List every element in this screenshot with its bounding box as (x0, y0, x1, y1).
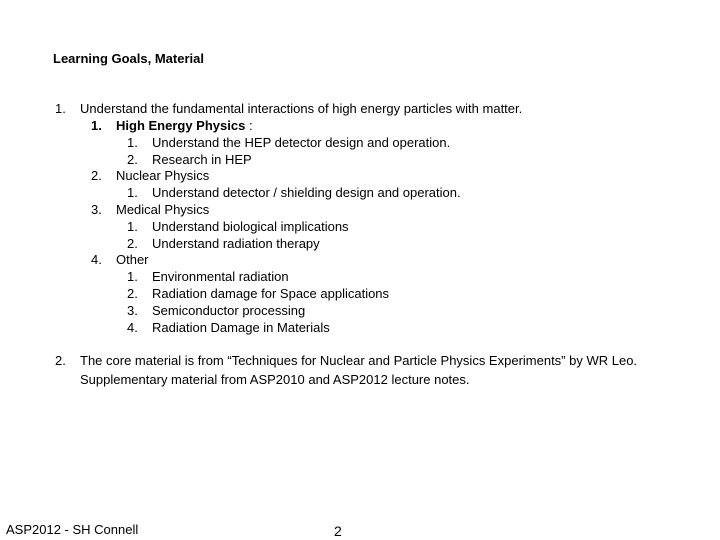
point-text: Understand radiation therapy (152, 236, 320, 251)
point-text: Radiation Damage in Materials (152, 320, 330, 335)
point-number: 1. (127, 135, 138, 150)
list-item-text: The core material is from “Techniques for Nuclear and Particle Physics Experiments” by WR Leo. (80, 353, 638, 368)
subitem-text (116, 118, 253, 134)
point-number: 1. (127, 219, 138, 234)
subitem-label: Medical Physics (116, 202, 210, 217)
point-number: 2. (127, 152, 138, 167)
point-text: Research in HEP (152, 152, 252, 167)
point-number: 2. (127, 286, 138, 301)
list-item-text: Understand the fundamental interactions of high energy particles with matter. (80, 101, 523, 116)
list-item-number: 2. (55, 353, 66, 368)
point-text: Understand the HEP detector design and operation. (152, 135, 451, 150)
slide-title: Learning Goals, Material (53, 51, 204, 66)
point-number: 3. (127, 303, 138, 318)
subitem-number: 1. (91, 118, 102, 133)
point-number: 4. (127, 320, 138, 335)
point-text: Semiconductor processing (152, 303, 306, 318)
subitem-label: Other (116, 252, 149, 267)
point-number: 2. (127, 236, 138, 251)
subitem-number: 4. (91, 252, 102, 267)
point-number: 1. (127, 185, 138, 200)
list-item-number: 1. (55, 101, 66, 116)
subitem-number: 2. (91, 168, 102, 183)
point-text: Radiation damage for Space applications (152, 286, 390, 301)
point-text: Understand detector / shielding design and operation. (152, 185, 461, 200)
page-number: 2 (334, 523, 342, 539)
footer-author: ASP2012 - SH Connell (6, 522, 139, 537)
subitem-label: Nuclear Physics (116, 168, 210, 183)
point-number: 1. (127, 269, 138, 284)
point-text: Environmental radiation (152, 269, 289, 284)
subitem-number: 3. (91, 202, 102, 217)
point-text: Understand biological implications (152, 219, 349, 234)
subitem-suffix: : (245, 118, 253, 133)
list-item-text-continued: Supplementary material from ASP2010 and ASP2012 lecture notes. (80, 372, 470, 387)
subitem-label: High Energy Physics (116, 118, 246, 133)
